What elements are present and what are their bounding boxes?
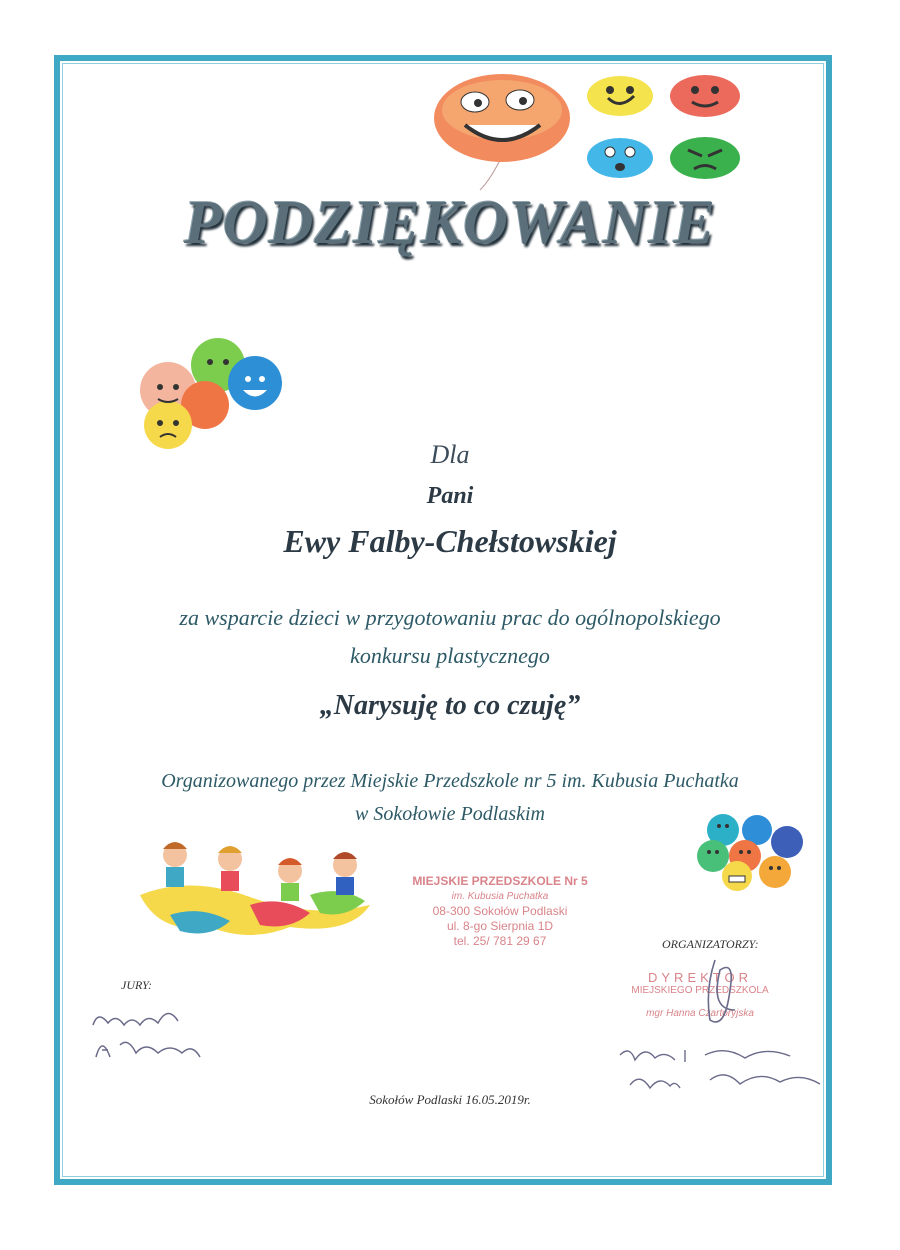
fuzzy-faces-decoration xyxy=(130,335,290,450)
issue-date: Sokołów Podlaski 16.05.2019r. xyxy=(369,1092,531,1107)
director-title: DYREKTOR xyxy=(648,970,752,985)
stamp-patron: im. Kubusia Puchatka xyxy=(451,891,549,902)
stamp-address-2: ul. 8-go Sierpnia 1D xyxy=(446,919,554,933)
director-name: mgr Hanna Czartoryjska xyxy=(646,1008,754,1019)
stamp-address-1: 08-300 Sokołów Podlaski xyxy=(432,904,568,918)
recipient-name: Ewy Falby-Chełstowskiej xyxy=(283,523,617,559)
organizers-label: ORGANIZATORZY: xyxy=(662,937,759,951)
organizer-line-2: w Sokołowie Podlaskim xyxy=(355,803,545,825)
stamp-phone: tel. 25/ 781 29 67 xyxy=(453,934,547,948)
children-painting-decoration xyxy=(130,835,380,945)
reason-line-2: konkursu plastycznego xyxy=(350,643,550,668)
institution-stamp xyxy=(400,874,600,949)
stamp-name: MIEJSKIE PRZEDSZKOLE Nr 5 xyxy=(412,874,588,888)
contest-title: „Narysuję to co czuję” xyxy=(319,690,581,721)
certificate-title: PODZIĘKOWANIE xyxy=(183,189,717,257)
jury-signatures xyxy=(88,995,208,1075)
reason-line-1: za wsparcie dzieci w przygotowaniu prac do ogólnopolskiego xyxy=(179,605,721,630)
jury-label: JURY: xyxy=(121,978,152,992)
organizer-signatures xyxy=(615,950,835,1100)
honorific: Pani xyxy=(426,483,474,509)
ball-faces-decoration xyxy=(695,812,810,892)
director-institution: MIEJSKIEGO PRZEDSZKOLA xyxy=(631,985,769,996)
for-label: Dla xyxy=(430,440,470,469)
organizer-line-1: Organizowanego przez Miejskie Przedszkole nr 5 im. Kubusia Puchatka xyxy=(161,770,739,792)
